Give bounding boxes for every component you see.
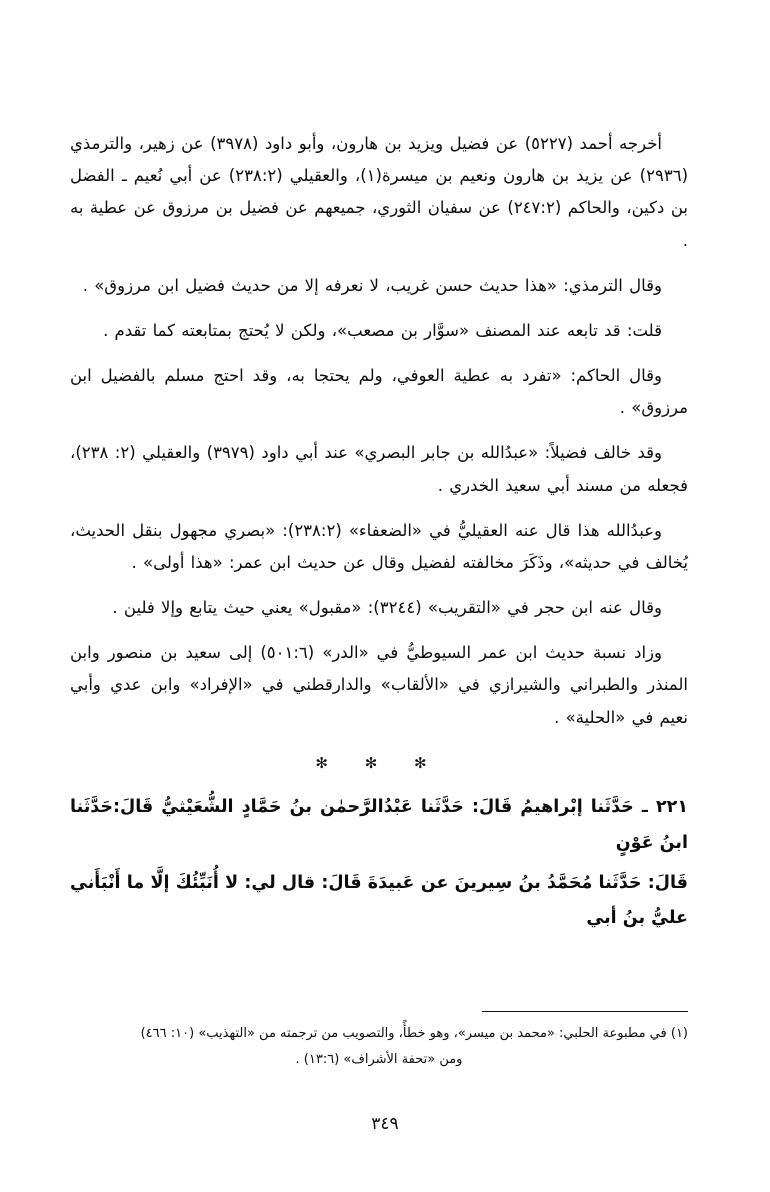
page-number: ٣٤٩ <box>371 1114 399 1134</box>
hadith-line-1: ٢٢١ ـ حَدَّثَنا إبْراهيمُ قَالَ: حَدَّثَنا عَبْدُالرَّحمٰن بنُ حَمَّادٍ الشُّعَيْثيُّ قَالَ:حَدَّثَنا ابنُ عَوْنٍ <box>70 796 688 853</box>
hadith-line-2: قَالَ: حَدَّثَنا مُحَمَّدُ بنُ سِيرينَ عن عَبيدَةَ قَالَ: قال لي: لا أُنَبِّئُكَ إلَّا ما أَنْبَأَني عليُّ بنُ أبي <box>70 872 688 929</box>
footnote-line-1: (١) في مطبوعة الحلبي: «محمد بن ميسر»، وهو خطأً، والتصويب من ترجمته من «التهذيب» (١٠: ٤٦٦) <box>140 1026 688 1042</box>
footnote-divider <box>482 1011 688 1013</box>
paragraph-suyuti-durr: وزاد نسبة حديث ابن عمر السيوطيُّ في «الدر» (٥٠١:٦) إلى سعيد بن منصور وابن المنذر والطبراني والشيرازي في «الألقاب» والدارقطني في «الإفراد» وابن عدي وأبي نعيم في «الحلية» . <box>70 643 688 727</box>
paragraph-abdullah-uqayli: وعبدُالله هذا قال عنه العقيليُّ في «الضعفاء» (٢٣٨:٢): «بصري مجهول بنقل الحديث، يُخالف في حديثه»، وذَكَرَ مخالفته لفضيل وقال عن حديث ابن عمر: «هذا أولى» . <box>70 520 688 572</box>
paragraph-takhrij: أخرجه أحمد (٥٢٢٧) عن فضيل ويزيد بن هارون، وأبو داود (٣٩٧٨) عن زهير، والترمذي (٢٩٣٦) عن يزيد بن هارون ونعيم بن ميسرة(١)، والعقيلي (٢٣٨:٢) عن أبي نُعيم ـ الفضل بن دكين، والحاكم (٢٤٧:٢) عن سفيان الثوري، جميعهم عن فضيل بن مرزوق عن عطية به . <box>70 134 688 250</box>
paragraph-qultu: قلت: قد تابعه عند المصنف «سوَّار بن مصعب»، ولكن لا يُحتج بمتابعته كما تقدم . <box>103 320 662 340</box>
paragraph-tirmidhi-quote: وقال الترمذي: «هذا حديث حسن غريب، لا نعرفه إلا من حديث فضيل ابن مرزوق» . <box>82 275 662 295</box>
paragraph-khalafa-fudayl: وقد خالف فضيلاً: «عبدُالله بن جابر البصري» عند أبي داود (٣٩٧٩) والعقيلي (٢: ٢٣٨)، فجعله من مسند أبي سعيد الخدري . <box>70 443 688 495</box>
footnote-area <box>70 997 688 1072</box>
footnote-line-2: ومن «تحفة الأشراف» (١٣:٦) . <box>295 1051 463 1067</box>
paragraph-ibn-hajar-taqrib: وقال عنه ابن حجر في «التقريب» (٣٢٤٤): «مقبول» يعني حيث يتابع وإلا فلين . <box>112 598 662 618</box>
section-separator: ✻ ✻ ✻ <box>315 753 443 772</box>
paragraph-hakim-quote: وقال الحاكم: «تفرد به عطية العوفي، ولم يحتجا به، وقد احتج مسلم بالفضيل ابن مرزوق» . <box>70 366 688 418</box>
